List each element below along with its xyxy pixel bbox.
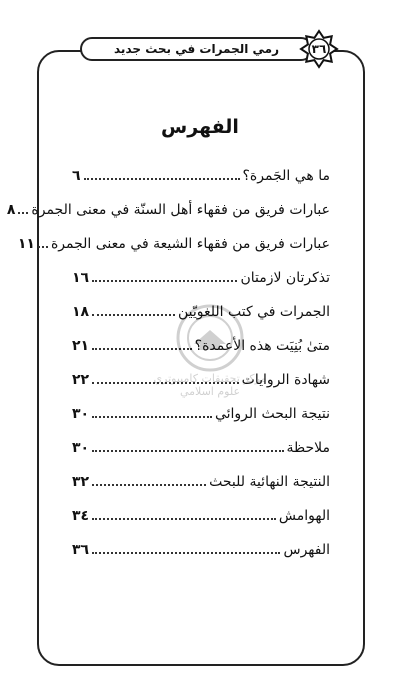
toc-entry[interactable]	[17, 236, 330, 270]
toc-entry-title: الجمرات في كتب اللغويّين	[178, 304, 330, 320]
toc-entry-title: نتيجة البحث الروائي	[214, 406, 330, 422]
toc-entry[interactable]	[72, 508, 330, 542]
leader-dots	[92, 440, 283, 452]
toc-entry[interactable]	[72, 474, 330, 508]
toc-entry-title: تذكرتان لازمتان	[240, 270, 330, 286]
toc-entry[interactable]	[72, 406, 330, 440]
running-header	[80, 37, 313, 61]
toc-entry-title: شهادة الروايات	[241, 372, 330, 388]
toc-entry-title: الفهرس	[283, 542, 330, 558]
toc-entry-page: ١٦	[72, 270, 90, 286]
leader-dots	[38, 236, 48, 248]
toc-entry[interactable]	[72, 542, 330, 576]
toc-entry[interactable]	[72, 440, 330, 474]
toc-entry[interactable]	[6, 202, 330, 236]
toc-entry-title: ما هي الجَمرة؟	[242, 168, 330, 184]
toc-entry[interactable]	[72, 270, 330, 304]
toc-entry-title: الهوامش	[278, 508, 330, 524]
leader-dots	[84, 168, 240, 180]
toc-entry[interactable]	[72, 168, 330, 202]
leader-dots	[18, 202, 28, 214]
toc-entry-title: النتيجة النهائية للبحث	[209, 474, 330, 490]
toc-entry-page: ٢١	[72, 338, 90, 354]
toc-entry-page: ٢٢	[72, 372, 90, 388]
leader-dots	[92, 474, 206, 486]
page-number-badge	[300, 30, 338, 68]
library-seal-icon	[150, 300, 270, 375]
toc-entry-page: ١٨	[72, 304, 90, 320]
toc-entry-title: متىٰ بُنِيَت هذه الأعمدة؟	[194, 338, 330, 354]
toc-entry-page: ٣٤	[72, 508, 90, 524]
toc-entry-page: ٦	[72, 168, 81, 184]
watermark-text: مركز تحقيقات كامپيوتري علوم اسلامي	[153, 372, 267, 398]
toc-entry-page: ٣٢	[72, 474, 90, 490]
toc-entry-page: ٨	[6, 202, 16, 218]
leader-dots	[92, 270, 237, 282]
toc-entry-page: ١١	[17, 236, 35, 252]
toc-entry-title: عبارات فريق من فقهاء الشيعة في معنى الجمرة	[50, 236, 330, 252]
leader-dots	[92, 508, 276, 520]
toc-entry-page: ٣٠	[72, 406, 90, 422]
toc-entry-page: ٣٠	[72, 440, 90, 456]
toc-entry-title: ملاحظة	[286, 440, 330, 456]
toc-entry-title: عبارات فريق من فقهاء أهل السنّة في معنى الجمرة	[31, 202, 330, 218]
watermark	[150, 300, 270, 410]
running-title: رمي الجمرات في بحث جديد	[114, 42, 280, 56]
toc-entry-page: ٣٦	[72, 542, 90, 558]
toc-title: الفهرس	[161, 116, 239, 138]
page-number: ٣٦	[311, 42, 327, 56]
leader-dots	[92, 542, 280, 554]
